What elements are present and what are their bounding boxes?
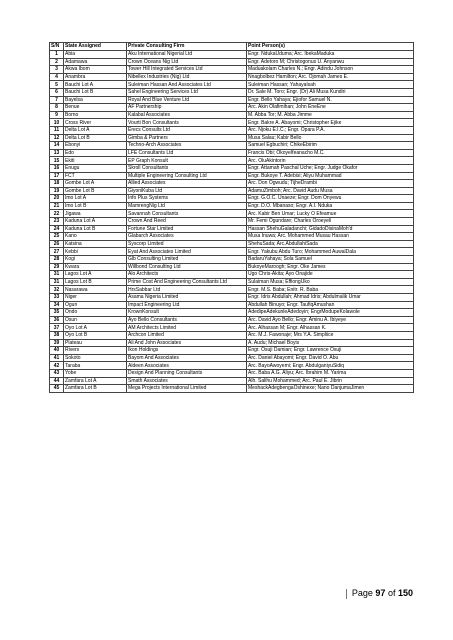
state-cell: Gombe Lot A xyxy=(64,180,127,188)
firm-cell: GiyoniKuba Ltd xyxy=(127,187,247,195)
point-person-cell: Arc. David Ayo Bello; Engr. Aminu A. Ibiyeye xyxy=(247,316,414,324)
state-cell: Osun xyxy=(64,316,127,324)
table-header-row xyxy=(50,43,414,51)
header-state-assigned: State Assigned xyxy=(64,43,127,51)
sn-cell: 16 xyxy=(50,164,64,172)
sn-cell: 27 xyxy=(50,248,64,256)
point-person-cell: Arc. Kabir Ben Umar; Lucky O Efeamue xyxy=(247,210,414,218)
sn-cell: 11 xyxy=(50,126,64,134)
point-person-cell: Arc. Daniel Abayomi; Engr. David O. Abu xyxy=(247,354,414,362)
point-person-cell: Samuel Egbuchiri; ChikeEbirim xyxy=(247,142,414,150)
firm-cell: Archcon Limited xyxy=(127,331,247,339)
table-row xyxy=(50,51,414,59)
sn-cell: 2 xyxy=(50,58,64,66)
state-cell: Anambra xyxy=(64,73,127,81)
table-row xyxy=(50,331,414,339)
firm-cell: Prime Cost And Engineering Consultants Ltd xyxy=(127,278,247,286)
point-person-cell: Engr. G.O.C. Unaeze; Engr. Dom Onyewu xyxy=(247,195,414,203)
firm-cell: KrownKonsult xyxy=(127,309,247,317)
firm-cell: Willbond Consulting Ltd xyxy=(127,263,247,271)
table-row xyxy=(50,126,414,134)
firm-cell: Aku International Nigerial Ltd xyxy=(127,51,247,59)
sn-cell: 24 xyxy=(50,225,64,233)
table-row xyxy=(50,233,414,241)
footer-page-number: 97 xyxy=(375,588,386,598)
footer-divider xyxy=(346,589,347,599)
point-person-cell: Sulaiman Musa; EffiongUko xyxy=(247,278,414,286)
point-person-cell: Arc. M.J. Fawonaje; Mrs Y.A. Simpliice xyxy=(247,331,414,339)
state-cell: Gombe Lot B xyxy=(64,187,127,195)
state-cell: Kaduna Lot B xyxy=(64,225,127,233)
firm-cell: Techno-Arch Associates xyxy=(127,142,247,150)
table-body xyxy=(50,51,414,393)
state-cell: Rivers xyxy=(64,347,127,355)
table-row xyxy=(50,385,414,393)
firm-cell: AM Architects Limited xyxy=(127,324,247,332)
point-person-cell: Suleiman Hassan; Yahayalsah xyxy=(247,81,414,89)
firm-cell: Asama Nigeria Limited xyxy=(127,294,247,302)
state-cell: Kebbi xyxy=(64,248,127,256)
table-row xyxy=(50,309,414,317)
firm-cell: Ikon Holdings xyxy=(127,347,247,355)
point-person-cell: Mr. Femi Ogundare; Charles Oroeyeli xyxy=(247,218,414,226)
state-cell: Enugu xyxy=(64,164,127,172)
point-person-cell: Arc. Alhassan M; Engr. Alhassan K. xyxy=(247,324,414,332)
point-person-cell: Francis Obi; OkoyeIfeanacho M.C. xyxy=(247,149,414,157)
sn-cell: 37 xyxy=(50,324,64,332)
firm-cell: Glb Consulting Limited xyxy=(127,256,247,264)
state-cell: Kogi xyxy=(64,256,127,264)
table-row xyxy=(50,278,414,286)
point-person-cell: Ugo Chris-Akita; Ayo Onajide xyxy=(247,271,414,279)
table-row xyxy=(50,256,414,264)
table-row xyxy=(50,149,414,157)
sn-cell: 15 xyxy=(50,157,64,165)
state-cell: Lagos Lot A xyxy=(64,271,127,279)
state-cell: Ondo xyxy=(64,309,127,317)
firm-cell: Fortune Star Limited xyxy=(127,225,247,233)
table-row xyxy=(50,119,414,127)
point-person-cell: Hassan ShehuGaladanchi; GidadoDisinaMoh'd xyxy=(247,225,414,233)
firm-cell: Impact Engineering Ltd xyxy=(127,301,247,309)
firm-cell: Ayo Bello Consultants xyxy=(127,316,247,324)
sn-cell: 1 xyxy=(50,51,64,59)
point-person-cell: Dr. Sale M. Toro; Engr. (Dr) Ali Musa Kundiri xyxy=(247,88,414,96)
point-person-cell: Musa Inuwa; Arc. Mohammed Musau Hassan xyxy=(247,233,414,241)
firm-cell: Ali And John Associates xyxy=(127,339,247,347)
state-cell: Cross River xyxy=(64,119,127,127)
state-cell: Oyo Lot B xyxy=(64,331,127,339)
sn-cell: 10 xyxy=(50,119,64,127)
sn-cell: 25 xyxy=(50,233,64,241)
point-person-cell: AdamuZimboh; Arc. David Audu Musa xyxy=(247,187,414,195)
table-row xyxy=(50,58,414,66)
point-person-cell: Arc. BayoAwoyemi; Engr. AbdulganiyuSidiq xyxy=(247,362,414,370)
point-person-cell: Engr. Yakubu Abdu Turo; Mohammed AuwalDala xyxy=(247,248,414,256)
table-row xyxy=(50,347,414,355)
state-cell: Borno xyxy=(64,111,127,119)
state-cell: Plateau xyxy=(64,339,127,347)
point-person-cell: Engr. Bakre A. Abayomi; Christopher Ejike xyxy=(247,119,414,127)
state-cell: Sokoto xyxy=(64,354,127,362)
point-person-cell: BadaruYahaya; Sola Samuel xyxy=(247,256,414,264)
firm-cell: Multiple Engineering Consulting Ltd xyxy=(127,172,247,180)
state-cell: Bauchi Lot A xyxy=(64,81,127,89)
sn-cell: 12 xyxy=(50,134,64,142)
firm-cell: Savannah Consultants xyxy=(127,210,247,218)
firm-cell: Kalabal Associates xyxy=(127,111,247,119)
sn-cell: 36 xyxy=(50,316,64,324)
table-row xyxy=(50,248,414,256)
point-person-cell: Abdullah Binuyo; Engr. TaufiqAmushan xyxy=(247,301,414,309)
point-person-cell: MeshackAdegbengaOshinexe; Nano DanjumaJimen xyxy=(247,385,414,393)
table-row xyxy=(50,316,414,324)
table-row xyxy=(50,195,414,203)
point-person-cell: ShehuSada; Arc.AbdullahiSada xyxy=(247,240,414,248)
table-row xyxy=(50,225,414,233)
state-cell: Ogun xyxy=(64,301,127,309)
sn-cell: 5 xyxy=(50,81,64,89)
sn-cell: 31 xyxy=(50,271,64,279)
sn-cell: 20 xyxy=(50,195,64,203)
point-person-cell: Engr. Osuji Damian; Engr. Lawrence Osuji xyxy=(247,347,414,355)
point-person-cell: Maduakolam Charles N.; Engr. Adindu Johnson xyxy=(247,66,414,74)
state-cell: Kaduna Lot A xyxy=(64,218,127,226)
state-cell: Abia xyxy=(64,51,127,59)
state-cell: Imo Lot B xyxy=(64,202,127,210)
sn-cell: 41 xyxy=(50,354,64,362)
sn-cell: 44 xyxy=(50,377,64,385)
sn-cell: 40 xyxy=(50,347,64,355)
firm-cell: Design And Planning Consultants xyxy=(127,369,247,377)
table-row xyxy=(50,73,414,81)
sn-cell: 28 xyxy=(50,256,64,264)
firm-cell: Vourti Bon Consultants xyxy=(127,119,247,127)
point-person-cell: Engr. Bello Yahaya; Ejiofor Samuel N. xyxy=(247,96,414,104)
table-row xyxy=(50,377,414,385)
firm-cell: Skroll Consultants xyxy=(127,164,247,172)
firm-cell: Tower Hill Integrated Services Ltd xyxy=(127,66,247,74)
firm-cell: Alo Architects xyxy=(127,271,247,279)
sn-cell: 33 xyxy=(50,294,64,302)
table-row xyxy=(50,187,414,195)
table-row xyxy=(50,180,414,188)
firm-cell: HrsSabbar Ltd xyxy=(127,286,247,294)
sn-cell: 13 xyxy=(50,149,64,157)
firm-cell: Smath Associates xyxy=(127,377,247,385)
table-row xyxy=(50,134,414,142)
sn-cell: 31 xyxy=(50,278,64,286)
state-cell: Delta Lot B xyxy=(64,134,127,142)
table-row xyxy=(50,88,414,96)
point-person-cell: Arc. Akin Olafimihan; John EneEne xyxy=(247,104,414,112)
state-cell: Zamfara Lot B xyxy=(64,385,127,393)
point-person-cell: M. Abba Tor; M. Abba Jimme xyxy=(247,111,414,119)
table-row xyxy=(50,301,414,309)
firm-cell: Mega Projects International Limited xyxy=(127,385,247,393)
point-person-cell: Engr. NdukaUduma; Arc. IbekaMaduka xyxy=(247,51,414,59)
sn-cell: 35 xyxy=(50,309,64,317)
point-person-cell: Arc. Baba A.G. Aliyu; Arc. Ibrahim M. Yarima xyxy=(247,369,414,377)
header-sn: S/N xyxy=(50,43,64,51)
point-person-cell: Arc. Don Ogwudu; TijheDrambi xyxy=(247,180,414,188)
firm-cell: Eyat And Associates Limited xyxy=(127,248,247,256)
point-person-cell: Alh. Salihu Mohammed; Arc. Paul E. Jibrin xyxy=(247,377,414,385)
sn-cell: 39 xyxy=(50,339,64,347)
state-cell: Taraba xyxy=(64,362,127,370)
table-row xyxy=(50,263,414,271)
firm-cell: MamrengNig Ltd xyxy=(127,202,247,210)
sn-cell: 34 xyxy=(50,301,64,309)
firm-cell: Bayom And Associates xyxy=(127,354,247,362)
state-cell: Zamfara Lot A xyxy=(64,377,127,385)
firm-cell: Glabarch Associates xyxy=(127,233,247,241)
sn-cell: 8 xyxy=(50,104,64,112)
point-person-cell: Engr. Idris Abdullah; Ahmad Idris; Abdulmalik Umar xyxy=(247,294,414,302)
header-private-consulting-firm: Private Consulting Firm xyxy=(127,43,247,51)
table-row xyxy=(50,369,414,377)
table-row xyxy=(50,104,414,112)
table-row xyxy=(50,294,414,302)
point-person-cell: Engr. Attamah Paschal Uche; Engr. Judge Okafor xyxy=(247,164,414,172)
table-row xyxy=(50,111,414,119)
firm-cell: Royal And Blue Venture Ltd xyxy=(127,96,247,104)
state-cell: Ekiti xyxy=(64,157,127,165)
firm-cell: Erecs Consults Ltd xyxy=(127,126,247,134)
state-cell: Edo xyxy=(64,149,127,157)
point-person-cell: A. Audu; Michael Boyis xyxy=(247,339,414,347)
state-cell: Kano xyxy=(64,233,127,241)
header-point-persons: Point Person(s) xyxy=(247,43,414,51)
state-cell: Imo Lot A xyxy=(64,195,127,203)
sn-cell: 45 xyxy=(50,385,64,393)
table-row xyxy=(50,172,414,180)
state-cell: Oyo Lot A xyxy=(64,324,127,332)
sn-cell: 6 xyxy=(50,88,64,96)
state-cell: Adamawa xyxy=(64,58,127,66)
point-person-cell: Nnagbolbez Hamilton; Arc. Ojomah James E. xyxy=(247,73,414,81)
table-row xyxy=(50,210,414,218)
point-person-cell: Arc. Njoku E.I.C.; Engr. Opara P.A. xyxy=(247,126,414,134)
point-person-cell: Arc. OluAkintorin xyxy=(247,157,414,165)
firm-cell: LFE Consultants Ltd xyxy=(127,149,247,157)
state-cell: Katsina xyxy=(64,240,127,248)
firm-cell: Crown And Reed xyxy=(127,218,247,226)
table-row xyxy=(50,81,414,89)
point-person-cell: BukoyeMaroogh; Engr. Oke James xyxy=(247,263,414,271)
state-cell: Kwara xyxy=(64,263,127,271)
table-row xyxy=(50,164,414,172)
table-row xyxy=(50,202,414,210)
table-row xyxy=(50,362,414,370)
state-cell: Benue xyxy=(64,104,127,112)
table-row xyxy=(50,339,414,347)
firm-cell: Syscorp Limited xyxy=(127,240,247,248)
table-row xyxy=(50,354,414,362)
firm-cell: Suleiman Hassan And Associates Ltd xyxy=(127,81,247,89)
state-cell: Yobe xyxy=(64,369,127,377)
table-row xyxy=(50,66,414,74)
table-row xyxy=(50,286,414,294)
sn-cell: 19 xyxy=(50,187,64,195)
sn-cell: 29 xyxy=(50,263,64,271)
page-footer xyxy=(344,588,413,599)
sn-cell: 9 xyxy=(50,111,64,119)
table-row xyxy=(50,142,414,150)
state-cell: Akwa Ibom xyxy=(64,66,127,74)
firm-cell: Nibellex Industries (Nig) Ltd xyxy=(127,73,247,81)
state-cell: Ebonyi xyxy=(64,142,127,150)
table-row xyxy=(50,271,414,279)
state-cell: Bauchi Lot B xyxy=(64,88,127,96)
sn-cell: 22 xyxy=(50,210,64,218)
sn-cell: 38 xyxy=(50,331,64,339)
footer-page-word: Page xyxy=(351,588,373,598)
table-row xyxy=(50,240,414,248)
sn-cell: 17 xyxy=(50,172,64,180)
table-row xyxy=(50,218,414,226)
table-row xyxy=(50,324,414,332)
state-cell: Nasarawa xyxy=(64,286,127,294)
point-person-cell: Engr. Adetoro M; Christogonus U. Anyanwu xyxy=(247,58,414,66)
point-person-cell: Engr. Bukoye T. Adebisi; Aliyu Muhammad xyxy=(247,172,414,180)
sn-cell: 23 xyxy=(50,218,64,226)
sn-cell: 7 xyxy=(50,96,64,104)
sn-cell: 26 xyxy=(50,240,64,248)
state-cell: FCT xyxy=(64,172,127,180)
sn-cell: 18 xyxy=(50,180,64,188)
point-person-cell: AdedipeAdekunleAdedoyin; EngrModupeKolawole xyxy=(247,309,414,317)
point-person-cell: Musa Salau; Kabir Bello xyxy=(247,134,414,142)
sn-cell: 32 xyxy=(50,286,64,294)
sn-cell: 3 xyxy=(50,66,64,74)
footer-total-pages: 150 xyxy=(397,588,413,598)
state-cell: Niger xyxy=(64,294,127,302)
sn-cell: 14 xyxy=(50,142,64,150)
footer-of-word: of xyxy=(387,588,396,598)
firm-cell: Info Plus Systems xyxy=(127,195,247,203)
consulting-firms-table xyxy=(49,42,414,393)
state-cell: Lagos Lot B xyxy=(64,278,127,286)
sn-cell: 4 xyxy=(50,73,64,81)
firm-cell: Aldeen Associates xyxy=(127,362,247,370)
table-row xyxy=(50,157,414,165)
table-row xyxy=(50,96,414,104)
firm-cell: Gimba & Partners xyxy=(127,134,247,142)
firm-cell: EP Graph Konsult xyxy=(127,157,247,165)
sn-cell: 43 xyxy=(50,369,64,377)
sn-cell: 42 xyxy=(50,362,64,370)
firm-cell: Crown Oceans Nig Ltd xyxy=(127,58,247,66)
firm-cell: AF Partnership xyxy=(127,104,247,112)
state-cell: Delta Lot A xyxy=(64,126,127,134)
state-cell: Bayelsa xyxy=(64,96,127,104)
state-cell: Jigawa xyxy=(64,210,127,218)
sn-cell: 21 xyxy=(50,202,64,210)
firm-cell: Sahel Engineering Services Ltd xyxy=(127,88,247,96)
point-person-cell: Engr. D.O. Mbanaso; Engr. A.I. Nduka xyxy=(247,202,414,210)
point-person-cell: Engr. M.S. Baba; Enitr. R. Baba xyxy=(247,286,414,294)
firm-cell: Allied Associates xyxy=(127,180,247,188)
